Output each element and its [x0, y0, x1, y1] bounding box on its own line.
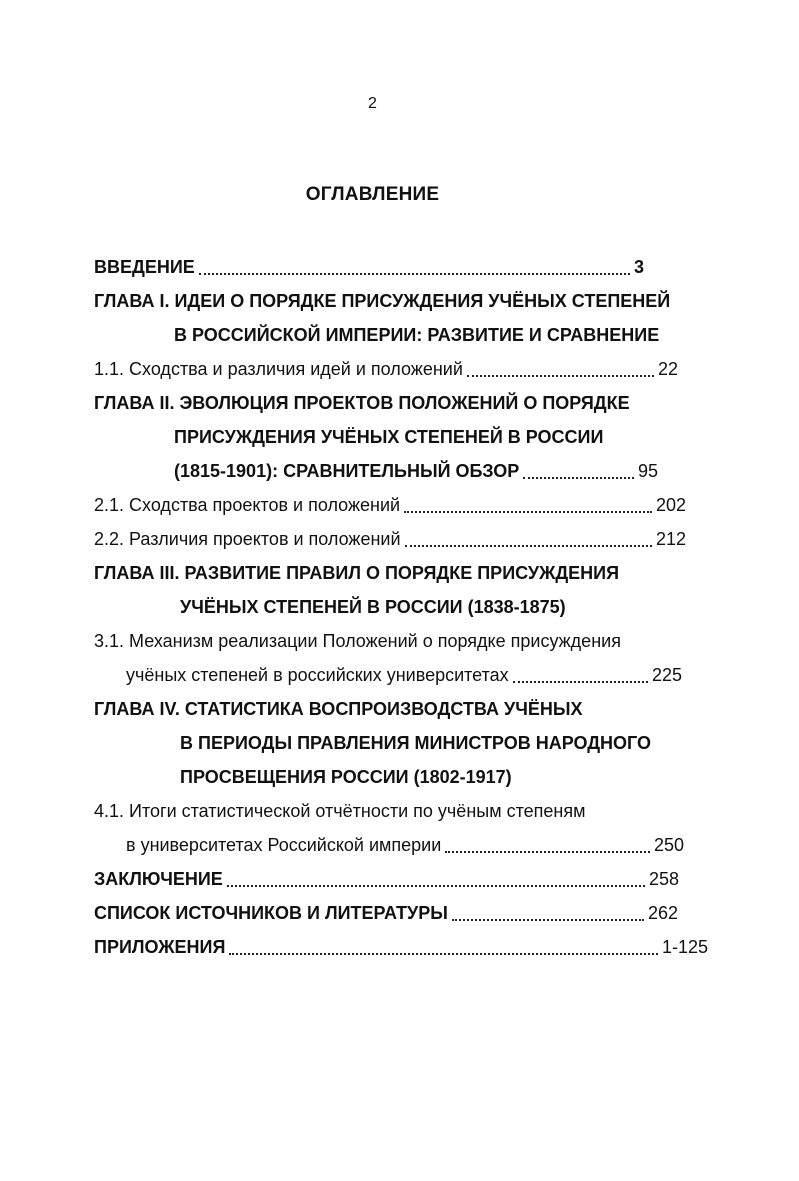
- page-number: 2: [368, 95, 377, 112]
- entry-page: 258: [648, 869, 679, 889]
- toc-entry-sources: [94, 896, 684, 930]
- entry-text: 2.2. Различия проектов и положений: [94, 529, 401, 549]
- entry-text: ПРОСВЕЩЕНИЯ РОССИИ (1802-1917): [180, 767, 512, 787]
- dot-leader: [452, 919, 644, 921]
- dot-leader: [199, 273, 630, 275]
- entry-text: ГЛАВА III. РАЗВИТИЕ ПРАВИЛ О ПОРЯДКЕ ПРИСУЖДЕНИЯ: [94, 563, 620, 583]
- toc-section-3-1-line-1: [94, 624, 684, 658]
- entry-page: 3: [633, 257, 644, 277]
- entry-page: 212: [655, 529, 686, 549]
- toc-chapter-4-line-2: [94, 726, 684, 760]
- dot-leader: [467, 375, 654, 377]
- toc-section-2-2: [94, 522, 684, 556]
- dot-leader: [405, 545, 652, 547]
- entry-text: ЗАКЛЮЧЕНИЕ: [94, 869, 223, 889]
- entry-text: (1815-1901): СРАВНИТЕЛЬНЫЙ ОБЗОР: [174, 461, 520, 481]
- toc-section-4-1-line-1: [94, 794, 684, 828]
- toc-chapter-2-line-2: [94, 420, 684, 454]
- dot-leader: [404, 511, 652, 513]
- dot-leader: [513, 681, 648, 683]
- dot-leader: [445, 851, 650, 853]
- toc-entry-conclusion: [94, 862, 684, 896]
- entry-page: 225: [651, 665, 682, 685]
- table-of-contents: [94, 250, 708, 964]
- entry-page: 1-125: [661, 937, 708, 957]
- dot-leader: [523, 477, 634, 479]
- entry-text: СПИСОК ИСТОЧНИКОВ И ЛИТЕРАТУРЫ: [94, 903, 448, 923]
- entry-text: учёных степеней в российских университетах: [126, 665, 509, 685]
- entry-page: 202: [655, 495, 686, 515]
- toc-section-3-1-line-2: [94, 658, 684, 692]
- entry-text: УЧЁНЫХ СТЕПЕНЕЙ В РОССИИ (1838-1875): [180, 597, 566, 617]
- dot-leader: [227, 885, 645, 887]
- entry-text: 3.1. Механизм реализации Положений о порядке присуждения: [94, 631, 621, 651]
- entry-text: ГЛАВА IV. СТАТИСТИКА ВОСПРОИЗВОДСТВА УЧЁНЫХ: [94, 699, 583, 719]
- entry-text: В РОССИЙСКОЙ ИМПЕРИИ: РАЗВИТИЕ И СРАВНЕНИЕ: [174, 325, 660, 345]
- entry-text: 1.1. Сходства и различия идей и положений: [94, 359, 463, 379]
- entry-page: 250: [653, 835, 684, 855]
- toc-entry-appendix: [94, 930, 708, 964]
- entry-text: ВВЕДЕНИЕ: [94, 257, 195, 277]
- toc-title: ОГЛАВЛЕНИЕ: [305, 184, 440, 205]
- toc-chapter-2-line-3: [94, 454, 684, 488]
- entry-text: ПРИСУЖДЕНИЯ УЧЁНЫХ СТЕПЕНЕЙ В РОССИИ: [174, 427, 604, 447]
- toc-chapter-3-line-2: [94, 590, 684, 624]
- entry-page: 95: [637, 461, 658, 481]
- toc-section-1-1: [94, 352, 684, 386]
- entry-text: ПРИЛОЖЕНИЯ: [94, 937, 226, 957]
- toc-chapter-1-line-1: [94, 284, 684, 318]
- toc-section-2-1: [94, 488, 684, 522]
- entry-page: 22: [657, 359, 678, 379]
- entry-text: В ПЕРИОДЫ ПРАВЛЕНИЯ МИНИСТРОВ НАРОДНОГО: [180, 733, 652, 753]
- entry-text: 4.1. Итоги статистической отчётности по учёным степеням: [94, 801, 586, 821]
- toc-chapter-3-line-1: [94, 556, 684, 590]
- entry-text: ГЛАВА II. ЭВОЛЮЦИЯ ПРОЕКТОВ ПОЛОЖЕНИЙ О ПОРЯДКЕ: [94, 393, 630, 413]
- toc-chapter-4-line-3: [94, 760, 684, 794]
- entry-page: 262: [647, 903, 678, 923]
- toc-section-4-1-line-2: [94, 828, 684, 862]
- entry-text: в университетах Российской империи: [126, 835, 442, 855]
- toc-entry-intro: [94, 250, 684, 284]
- entry-text: ГЛАВА I. ИДЕИ О ПОРЯДКЕ ПРИСУЖДЕНИЯ УЧЁНЫХ СТЕПЕНЕЙ: [94, 291, 671, 311]
- toc-chapter-1-line-2: [94, 318, 684, 352]
- toc-chapter-4-line-1: [94, 692, 684, 726]
- entry-text: 2.1. Сходства проектов и положений: [94, 495, 401, 515]
- dot-leader: [229, 953, 658, 955]
- toc-chapter-2-line-1: [94, 386, 684, 420]
